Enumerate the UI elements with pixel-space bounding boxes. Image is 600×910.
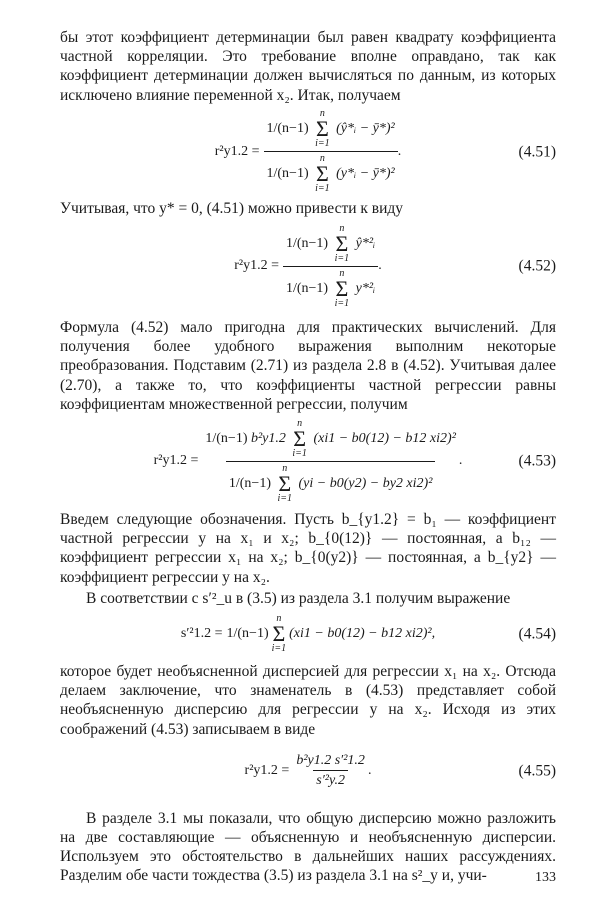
eq51-lhs: r²y1.2 = (214, 144, 260, 160)
eq53-den-sum: n Σ i=1 (277, 462, 293, 504)
eq52-num-sum: n Σ i=1 (334, 222, 350, 264)
paragraph-3: Формула (4.52) мало пригодна для практических вычислений. Для получения более удобного выражения выполним некоторые преобразования. Подставим (2.71) из раздела 2.8 в (4.52). Учитывая далее (2.70), а также то, что коэффициенты частной регрессии равны коэффициентам множественной регрессии, получим (60, 319, 556, 413)
paragraph-7: В разделе 3.1 мы показали, что общую дисперсию можно разложить на две составляющие — объясненную и необъясненную дисперсии. Используем это обстоятельство в дальнейших наших рассуждениях. Разделим обе части тождества (3.5) из раздела 3.1 на s²_y и, учи- (60, 809, 556, 885)
eq55-lhs: r²y1.2 = (244, 763, 290, 779)
eq55-fraction (293, 753, 368, 789)
eq55-number: (4.55) (518, 762, 556, 780)
eq53-num-pre: b²y1.2 (250, 430, 286, 446)
equation-4-55 (60, 739, 556, 803)
eq52-num-coef: 1/(n−1) (285, 235, 329, 251)
eq51-fraction (264, 109, 398, 194)
eq51-den-term: (y*ᵢ − ȳ*)² (336, 166, 395, 182)
eq53-num-sum: n Σ i=1 (292, 417, 307, 459)
eq53-num-term: (xi1 − b0(12) − b12 xi2)² (313, 430, 456, 446)
eq54-term: (xi1 − b0(12) − b12 xi2)², (289, 626, 436, 642)
equation-4-51: r²y1.2 = 1/(n−1) n Σ i=1 (ŷ*ᵢ − ȳ*)² 1/(n−1) n Σ i=1 (y*ᵢ − ȳ*)² . (4.51) (214, 108, 556, 195)
eq51-den-coef: 1/(n−1) (266, 166, 309, 182)
eq54-sum: n Σ i=1 (271, 613, 287, 655)
eq53-number: (4.53) (518, 452, 556, 470)
eq53-lhs: r²y1.2 = (153, 453, 199, 469)
eq53-den-coef: 1/(n−1) (228, 475, 271, 491)
eq51-den-sum: n Σ i=1 (315, 153, 330, 195)
paragraph-5: В соответствии с s′²_u в (3.5) из раздела 3.1 получим выражение (86, 589, 511, 607)
eq51-num-coef: 1/(n−1) (266, 121, 309, 137)
page-number: 133 (535, 870, 556, 885)
eq55-tail: . (367, 763, 372, 779)
eq52-den-coef: 1/(n−1) (285, 280, 329, 296)
eq51-num-term: (ŷ*ᵢ − ȳ*)² (336, 121, 395, 137)
equation-4-53: r²y1.2 = 1/(n−1) b²y1.2 n Σ i=1 (xi1 − b0(12) − b12 xi2)² 1/(n−1) n Σ i=1 (yi − b0(y2) − by2 xi2)² . (4.53) (153, 417, 556, 504)
eq54-number: (4.54) (518, 625, 556, 643)
eq52-number: (4.52) (518, 257, 556, 275)
eq52-den-term: y*²ᵢ (355, 280, 376, 296)
eq52-num-term: ŷ*²ᵢ (355, 235, 376, 251)
paragraph-4: Введем следующие обозначения. Пусть b_{y1.2} = b₁ — коэффициент частной регрессии y на x₁ и x₂; b_{0(12)} — постоянная, а b₁₂ — коэффициент регрессии x₁ на x₂; b_{0(y2)} — постоянная, а b_{y2} — коэффициент регрессии y на x₂. (60, 511, 556, 586)
eq53-den-term: (yi − b0(y2) − by2 xi2)² (298, 475, 433, 491)
paragraph-1: бы этот коэффициент детерминации был равен квадрату коэффициента частной корреляции. Это требование вполне оправдано, так как коэффициент детерминации должен вычисляться по данным, из которых исключено влияние переменной x₂. Итак, получаем (60, 29, 556, 104)
eq55-den: s′²y.2 (313, 770, 348, 788)
eq54-coef: 1/(n−1) (226, 626, 269, 642)
eq52-den-sum: n Σ i=1 (334, 267, 350, 309)
eq52-fraction (283, 224, 378, 309)
eq55-num: b²y1.2 s′²1.2 (296, 752, 365, 768)
page-body (60, 28, 556, 886)
eq53-fraction (202, 419, 459, 504)
eq51-number: (4.51) (518, 143, 556, 161)
eq54-lhs: s′²1.2 = (180, 626, 223, 642)
eq53-num-coef: 1/(n−1) (205, 430, 248, 446)
equation-4-52: r²y1.2 = 1/(n−1) n Σ i=1 ŷ*²ᵢ 1/(n−1) n Σ i=1 y*²ᵢ . (4.52) (234, 222, 556, 309)
eq51-num-sum: n Σ i=1 (315, 108, 330, 150)
paragraph-6: которое будет необъясненной дисперсией для регрессии x₁ на x₂. Отсюда делаем заключение, что знаменатель в (4.53) представляет собой необъясненную дисперсию для регрессии y на x₂. Исходя из этих соображений (4.53) записываем в виде (60, 663, 556, 738)
equation-4-54 (60, 608, 556, 660)
eq52-lhs: r²y1.2 = (234, 258, 279, 274)
paragraph-2: Учитывая, что y* = 0, (4.51) можно привести к виду (60, 199, 404, 217)
